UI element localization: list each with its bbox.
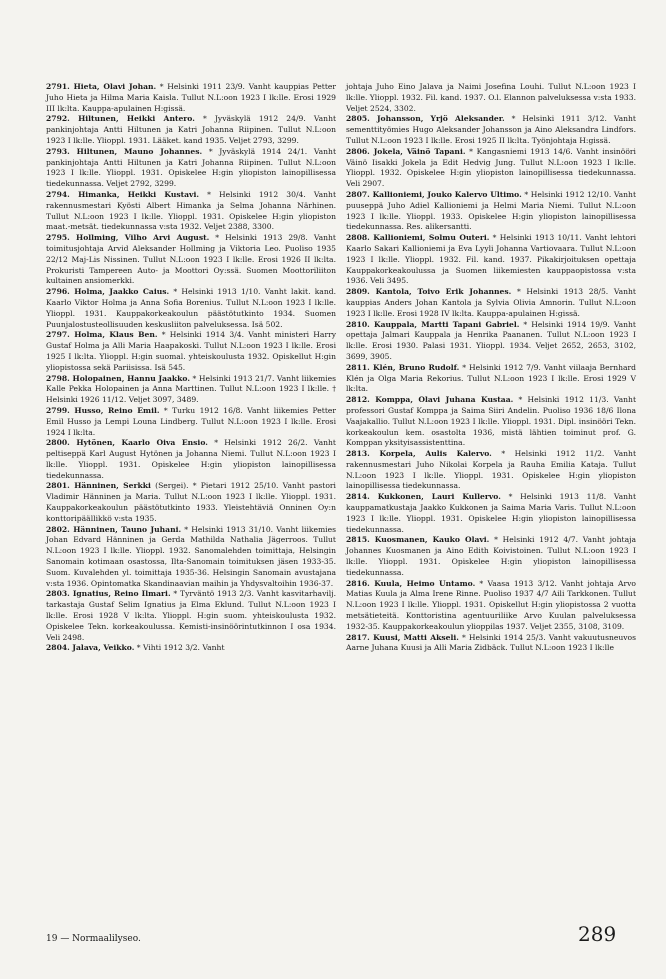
entry-text: * Helsinki 1913 28/5. Vanht kauppias Anders Johan Kantola ja Sylvia Olivia Amnorin. Tullut N.L:oon 1923 I lk:lle. Erosi 1928 IV lk:lta. Kauppa-apulainen H:gissä. — [346, 287, 636, 318]
entry-heading: 2791. Hieta, Olavi Johan. — [46, 82, 157, 91]
register-entry — [346, 147, 636, 190]
entry-text: * Jyväskylä 1914 24/1. Vanht pankinjohtaja Antti Hiltunen ja Katri Johanna Riipinen. Tullut N.L:oon 1923 I lk:lle. Ylioppl. 1931. Opiskelee H:gin yliopiston lainopillisessa tiedekunnassa. Veljet 2792, 3299. — [46, 146, 336, 189]
entry-heading: 2797. Holma, Klaus Ben. — [46, 330, 158, 340]
register-entry — [346, 114, 636, 146]
entry-text: * Tyrväntö 1913 2/3. Vanht kasvitarhavilj. tarkastaja Gustaf Selim Ignatius ja Elma Eklund. Tullut N.L:oon 1923 I lk:lle. Erosi 1928 V lk:lta. Ylioppl. H:gin suom. yhteiskoulusta 1932. Opiskelee Tekn. korkeakoulussa. Kemisti-insinöörintutkinnon I osa 1934. Veli 2498. — [46, 589, 336, 642]
entry-heading: 2792. Hiltunen, Heikki Antero. — [46, 114, 195, 124]
entry-text: * Helsinki 1912 26/2. Vanht peltiseppä Karl August Hytönen ja Johanna Niemi. Tullut N.L:oon 1923 I lk:lle. Ylioppl. 1931. Opiskelee H:gin yliopiston lainopillisessa tiedekunnassa. — [46, 438, 336, 480]
page-number: 289 — [578, 922, 617, 946]
entry-text: * Helsinki 1911 3/12. Vanht sementtityömies Hugo Aleksander Johansson ja Aino Aleksandra Lindfors. Tullut N.L:oon 1923 I lk:lle. Erosi 1925 II lk:lta. Työnjohtaja H:gissä. — [346, 114, 636, 145]
register-entry — [46, 406, 336, 438]
register-entry — [46, 525, 336, 590]
entry-text: * Helsinki 1914 19/9. Vanht opettaja Jalmari Kauppala ja Henrika Paananen. Tullut N.L:oon 1923 I lk:lle. Erosi 1930. Palasi 1931. Ylioppl. 1934. Veljet 2652, 2653, 3102, 3699, 3905. — [346, 319, 636, 361]
register-entry — [346, 633, 636, 655]
entry-text: * Helsinki 1913 31/10. Vanht liikemies Johan Edvard Hänninen ja Gerda Mathilda Nathalia Jägerroos. Tullut N.L:oon 1923 I lk:lle. Ylioppl. 1932. Sanomalehden toimittaja, Helsingin Sanomain kotimaan osastossa, Ilta-Sanomain toimituksen jäsen 1933-35. Suom. Kuvalehden yl. toimittaja 1935-36. Helsingin Sanomain avustajana v:sta 1936. Opintomatka Skandinaavian maihin ja Yhdysvaltoihin 1936-37. — [46, 524, 336, 588]
entry-heading: 2808. Kallioniemi, Solmu Outeri. — [346, 233, 490, 243]
register-entry — [346, 579, 636, 633]
register-entry — [46, 114, 336, 146]
entry-text: * Helsinki 1913 10/11. Vanht lehtori Kaarlo Sakari Kallioniemi ja Eva Lyyli Johanna Vartiovaara. Tullut N.L:oon 1923 I lk:lle. Ylioppl. 1932. Fil. kand. 1937. Pikakirjoituksen opettaja Kauppakorkeakoulussa ja Suomen liikemiesten kauppaopistossa v:sta 1936. Veli 3495. — [346, 233, 636, 286]
register-entry — [46, 190, 336, 233]
entry-heading: 2807. Kallioniemi, Jouko Kalervo Ultimo. — [346, 189, 522, 199]
entry-heading: 2801. Hänninen, Serkki — [46, 481, 151, 491]
register-entry — [46, 147, 336, 190]
entry-text: * Turku 1912 16/8. Vanht liikemies Petter Emil Husso ja Lempi Louna Lindberg. Tullut N.L:oon 1923 I lk:lle. Erosi 1924 I lk:lta. — [46, 405, 336, 437]
register-entry — [46, 233, 336, 287]
entry-heading: 2793. Hiltunen, Mauno Johannes. — [46, 146, 203, 156]
entry-heading: 2815. Kuosmanen, Kauko Olavi. — [346, 535, 490, 545]
entry-heading: 2794. Himanka, Heikki Kustavi. — [46, 189, 200, 199]
register-entry — [346, 492, 636, 535]
entry-text: * Vaasa 1913 3/12. Vanht johtaja Arvo Matias Kuula ja Alma Irene Rinne. Puoliso 1937 4/7 Aili Tarkkonen. Tullut N.L:oon 1923 I lk:lle. Ylioppl. 1931. Opiskellut H:gin yliopistossa 2 vuotta metsätieteitä. Konttoristina agentuuriliike Arvo Kuulan palveluksessa 1932-35. Kauppakorkeakoulun ylioppilas 1937. Veljet 2355, 3108, 3109. — [346, 578, 636, 631]
entry-text: johtaja Juho Eino Jalava ja Naimi Josefina Louhi. Tullut N.L:oon 1923 I lk:lle. Ylioppl. 1932. Fil. kand. 1937. O.l. Elannon palveluksessa v:sta 1933. Veljet 2524, 3302. — [346, 82, 636, 113]
entry-heading: 2803. Ignatius, Reino Ilmari. — [46, 589, 171, 599]
entry-text: * Helsinki 1912 7/9. Vanht viilaaja Bernhard Klén ja Olga Maria Rekorius. Tullut N.L:oon 1923 I lk:lle. Erosi 1929 V lk:lta. — [346, 362, 636, 394]
register-entry — [46, 438, 336, 481]
entry-text: * Helsinki 1912 4/7. Vanht johtaja Johannes Kuosmanen ja Aino Edith Koivistoinen. Tullut N.L:oon 1923 I lk:lle. Ylioppl. 1931. Opiskelee H:gin yliopiston lainopillisessa tiedekunnassa. — [346, 535, 636, 577]
entry-heading: 2811. Klén, Bruno Rudolf. — [346, 362, 460, 372]
entry-text: * Helsinki 1912 30/4. Vanht rakennusmestari Kyösti Albert Himanka ja Selma Johanna Närhinen. Tullut N.L:oon 1923 I lk:lle. Ylioppl. 1931. Opiskelee H:gin yliopiston maat.-metsät. tiedekunnassa v:sta 1932. Veljet 2388, 3300. — [46, 189, 337, 232]
entry-text: * Helsinki 1913 21/7. Vanht liikemies Kalle Pekka Holopainen ja Anna Marttinen. Tullut N.L:oon 1923 I lk:lle. † Helsinki 1926 11/12. Veljet 3097, 3489. — [46, 373, 336, 405]
entry-heading: 2817. Kuusi, Matti Akseli. — [346, 632, 459, 642]
entry-heading: 2796. Holma, Jaakko Caius. — [46, 287, 170, 297]
register-entry — [46, 287, 336, 330]
register-entry — [346, 287, 636, 319]
entry-heading: 2795. Hollming, Vilho Arvi August. — [46, 233, 210, 243]
right-column — [346, 82, 636, 654]
entry-text: * Helsinki 1912 12/10. Vanht puuseppä Juho Adiel Kallioniemi ja Helmi Maria Niemi. Tullut N.L:oon 1923 I lk:lle. Ylioppl. 1933. Opiskelee H:gin yliopiston lainopillisessa tiedekunnassa. Res. alikersantti. — [346, 189, 636, 232]
entry-heading: 2806. Jokela, Väinö Tapani. — [346, 146, 466, 156]
left-column — [46, 82, 336, 654]
entry-text: * Vihti 1912 3/2. Vanht — [134, 643, 225, 653]
entry-text: * Helsinki 1914 25/3. Vanht vakuutusneuvos Aarne Juhana Kuusi ja Alli Maria Zidbäck. Tullut N.L:oon 1923 I lk:lle — [346, 632, 637, 653]
entry-heading: 2809. Kantola, Toivo Erik Johannes. — [346, 287, 512, 297]
entry-text: * Helsinki 1912 11/2. Vanht rakennusmestari Juho Nikolai Korpela ja Rauha Emilia Kataja. Tullut N.L:oon 1923 I lk:lle. Ylioppl. 1931. Opiskelee H:gin yliopiston lainopillisessa tiedekunnassa. — [346, 449, 636, 491]
entry-heading: 2816. Kuula, Heimo Untamo. — [346, 578, 476, 588]
entry-text: * Helsinki 1914 3/4. Vanht ministeri Harry Gustaf Holma ja Alli Maria Haapakoski. Tullut N.L:oon 1923 I lk:lle. Erosi 1925 I lk:lta. Ylioppl. H:gin suomal. yhteiskoulusta 1932. Opiskellut H:gin yliopistossa sekä Pariisissa. Isä 545. — [46, 330, 336, 372]
entry-text: * Helsinki 1913 11/8. Vanht kauppamatkustaja Jaakko Kukkonen ja Saima Maria Varis. Tullut N.L:oon 1923 I lk:lle. Ylioppl. 1931. Opiskelee H:gin yliopiston lainopillisessa tiedekunnassa. — [346, 492, 636, 534]
register-entry — [346, 449, 636, 492]
entry-heading: 2813. Korpela, Aulis Kalervo. — [346, 449, 492, 459]
entry-heading: 2799. Husso, Reino Emil. — [46, 405, 160, 415]
entry-text: * Helsinki 1911 23/9. Vanht kauppias Petter Juho Hieta ja Hilma Maria Kaisla. Tullut N.L:oon 1923 I lk:lle. Erosi 1929 III lk:lta. Kauppa-apulainen H:gissä. — [46, 82, 336, 113]
entry-heading: 2810. Kauppala, Martti Tapani Gabriel. — [346, 319, 520, 329]
register-entry — [46, 481, 336, 524]
entry-text: * Kangasniemi 1913 14/6. Vanht insinööri Väinö Iisakki Jokela ja Edit Hedvig Jung. Tullut N.L:oon 1923 I lk:lle. Ylioppl. 1932. Opiskelee H:gin yliopiston lainopillisessa tiedekunnassa. Veli 2907. — [346, 146, 636, 189]
entry-heading: 2804. Jalava, Veikko. — [46, 643, 135, 653]
register-entry — [46, 643, 336, 654]
footer-signature: 19 — Normaalilyseo. — [46, 934, 141, 944]
register-entry — [346, 363, 636, 395]
entry-text: (Sergei). * Pietari 1912 25/10. Vanht pastori Vladimir Hänninen ja Maria. Tullut N.L:oon 1923 I lk:lle. Ylioppl. 1931. Kauppakorkeakoulun päästötutkinto 1933. Yleistehtäviä Onninen Oy:n konttoripäällikkö v:sta 1935. — [46, 481, 336, 523]
register-entry — [46, 82, 336, 114]
entry-heading: 2814. Kukkonen, Lauri Kullervo. — [346, 492, 501, 502]
entry-heading: 2812. Komppa, Olavi Juhana Kustaa. — [346, 395, 514, 405]
register-entry — [346, 233, 636, 287]
entry-heading: 2802. Hänninen, Tauno Juhani. — [46, 524, 182, 534]
register-entry — [46, 374, 336, 406]
entry-text: * Jyväskylä 1912 24/9. Vanht pankinjohtaja Antti Hiltunen ja Katri Johanna Riipinen. Tullut N.L:oon 1923 I lk:lle. Ylioppl. 1931. Lääket. kand 1935. Veljet 2793, 3299. — [46, 114, 337, 145]
entry-text: * Helsinki 1913 1/10. Vanht lakit. kand. Kaarlo Viktor Holma ja Anna Sofia Borenius. Tullut N.L:oon 1923 I lk:lle. Ylioppl. 1931. Kauppakorkeakoulun päästötutkinto 1934. Suomen Puunjalostusteollisuuden keskusliiton palveluksessa. Isä 502. — [46, 287, 336, 329]
register-entry — [46, 330, 336, 373]
entry-heading: 2805. Johansson, Yrjö Aleksander. — [346, 114, 505, 124]
register-entry — [346, 82, 636, 114]
entry-heading: 2798. Holopainen, Hannu Jaakko. — [46, 373, 191, 383]
register-entry — [346, 190, 636, 233]
register-entry — [346, 395, 636, 449]
entry-text: * Helsinki 1912 11/3. Vanht professori Gustaf Komppa ja Saima Siiri Andelin. Puoliso 1936 18/6 Ilona Vaajakallio. Tullut N.L:oon 1923 I lk:lle. Ylioppl. 1931. Dipl. insinööri Tekn. korkeakoulun kem. osastolta 1936, mistä lähtien toiminut prof. G. Komppan yksityisassistenttina. — [346, 395, 636, 448]
register-entry — [346, 535, 636, 578]
entry-text: * Helsinki 1913 29/8. Vanht toimitusjohtaja Arvid Aleksander Hollming ja Viktoria Leo. Puoliso 1935 22/12 Maj-Lis Nissinen. Tullut N.L:oon 1923 I lk:lle. Erosi 1926 II lk:lta. Prokuristi Tampereen Auto- ja Moottori Oy:ssä. Suomen Moottoriliiton kultainen ansiomerkki. — [46, 233, 336, 286]
register-entry — [46, 589, 336, 643]
register-entry — [346, 320, 636, 363]
entry-heading: 2800. Hytönen, Kaarlo Oiva Ensio. — [46, 438, 208, 448]
